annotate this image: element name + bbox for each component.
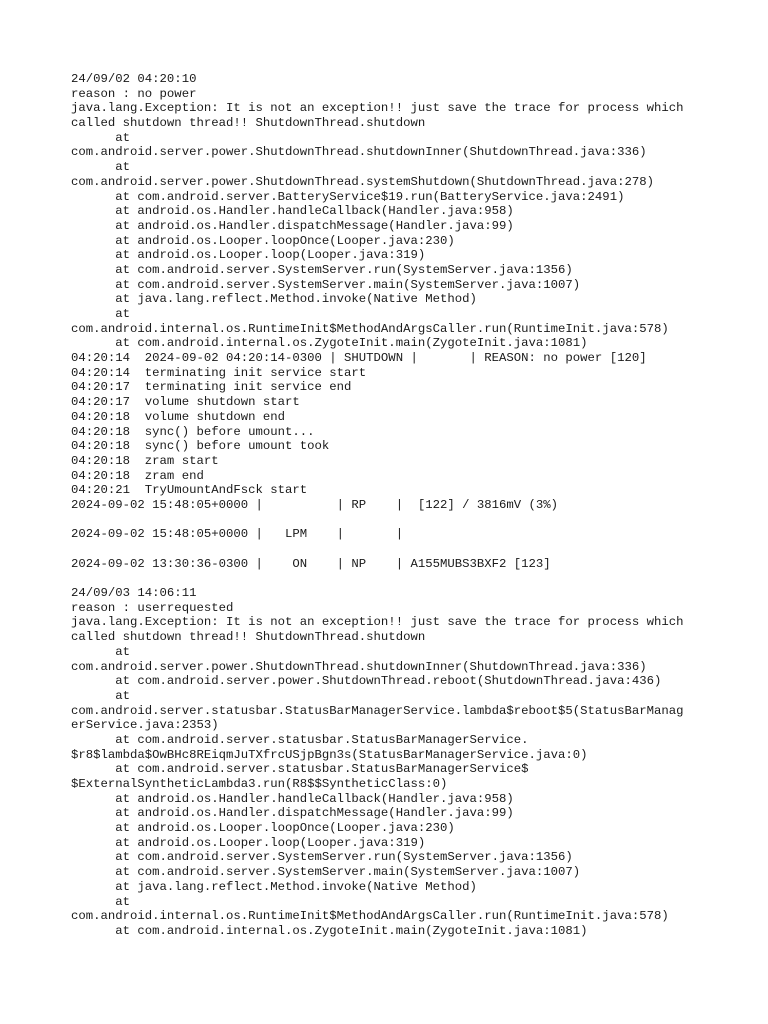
log-line: at com.android.server.SystemServer.main(SystemServer.java:1007) (71, 277, 581, 292)
log-line: at android.os.Looper.loop(Looper.java:319) (71, 835, 426, 850)
log-line: at com.android.server.SystemServer.run(SystemServer.java:1356) (71, 262, 573, 277)
log-line: 04:20:18 zram start (71, 453, 219, 468)
log-line: at (71, 894, 131, 909)
log-line: 24/09/03 14:06:11 (71, 586, 197, 601)
log-line: at (71, 307, 131, 321)
log-line: com.android.internal.os.RuntimeInit$MethodAndArgsCaller.run(RuntimeInit.java:578) (71, 909, 669, 924)
log-line: at (71, 160, 131, 175)
log-line: at com.android.internal.os.ZygoteInit.main(ZygoteInit.java:1081) (71, 336, 588, 351)
log-line: at android.os.Handler.dispatchMessage(Handler.java:99) (71, 218, 514, 233)
log-line: com.android.server.power.ShutdownThread.shutdownInner(ShutdownThread.java:336) (71, 145, 647, 160)
log-line: called shutdown thread!! ShutdownThread.shutdown (71, 630, 426, 645)
log-line: at android.os.Handler.handleCallback(Handler.java:958) (71, 204, 514, 219)
log-line: 04:20:18 sync() before umount took (71, 439, 330, 454)
log-line: $ExternalSyntheticLambda3.run(R8$$SyntheticClass:0) (71, 777, 448, 791)
log-line: java.lang.Exception: It is not an exception!! just save the trace for process which (71, 101, 684, 116)
log-line: 2024-09-02 13:30:36-0300 | ON | NP | A155MUBS3BXF2 [123] (71, 556, 551, 571)
log-line: at android.os.Handler.dispatchMessage(Handler.java:99) (71, 806, 514, 821)
log-line: at (71, 130, 131, 145)
log-line: reason : no power (71, 86, 197, 101)
log-line: at android.os.Handler.handleCallback(Handler.java:958) (71, 791, 514, 806)
log-line: com.android.server.power.ShutdownThread.systemShutdown(ShutdownThread.java:278) (71, 174, 654, 189)
log-line: 04:20:18 volume shutdown end (71, 409, 286, 424)
log-line: 2024-09-02 15:48:05+0000 | | RP | [122] / 3816mV (3%) (71, 497, 559, 512)
log-line: 04:20:21 TryUmountAndFsck start (71, 483, 308, 498)
log-line: 04:20:14 terminating init service start (71, 365, 367, 380)
log-line: at java.lang.reflect.Method.invoke(Native Method) (71, 292, 477, 307)
log-line: at java.lang.reflect.Method.invoke(Native Method) (71, 879, 477, 894)
log-line: at android.os.Looper.loop(Looper.java:319) (71, 248, 426, 263)
log-line: com.android.internal.os.RuntimeInit$MethodAndArgsCaller.run(RuntimeInit.java:578) (71, 321, 669, 336)
log-line: at com.android.server.statusbar.StatusBarManagerService$ (71, 762, 529, 777)
log-line (71, 571, 711, 586)
log-line: at com.android.server.statusbar.StatusBarManagerService. (71, 732, 529, 747)
log-line: com.android.server.statusbar.StatusBarManagerService.lambda$reboot$5(StatusBarManag (71, 703, 684, 718)
log-line: called shutdown thread!! ShutdownThread.shutdown (71, 116, 426, 131)
log-document (71, 72, 711, 939)
log-line: at (71, 688, 131, 703)
log-line: reason : userrequested (71, 600, 234, 615)
log-line: at com.android.server.power.ShutdownThread.reboot(ShutdownThread.java:436) (71, 674, 662, 689)
log-line: com.android.server.power.ShutdownThread.shutdownInner(ShutdownThread.java:336) (71, 659, 647, 674)
log-line: 04:20:17 volume shutdown start (71, 395, 300, 410)
log-line: at android.os.Looper.loopOnce(Looper.java:230) (71, 233, 455, 248)
log-line: at (71, 644, 131, 659)
log-line (71, 542, 711, 557)
log-line: 24/09/02 04:20:10 (71, 72, 197, 86)
log-line: at com.android.server.BatteryService$19.run(BatteryService.java:2491) (71, 189, 625, 204)
log-line: 04:20:14 2024-09-02 04:20:14-0300 | SHUTDOWN | | REASON: no power [120] (71, 351, 647, 366)
log-line: java.lang.Exception: It is not an exception!! just save the trace for process which (71, 615, 684, 630)
log-line: at com.android.server.SystemServer.main(SystemServer.java:1007) (71, 865, 581, 880)
log-line: at com.android.server.SystemServer.run(SystemServer.java:1356) (71, 850, 573, 865)
log-line: 2024-09-02 15:48:05+0000 | LPM | | (71, 527, 404, 542)
log-line: 04:20:18 sync() before umount... (71, 424, 315, 439)
log-line: erService.java:2353) (71, 718, 219, 733)
log-line: $r8$lambda$OwBHc8REiqmJuTXfrcUSjpBgn3s(StatusBarManagerService.java:0) (71, 747, 588, 762)
log-line: 04:20:18 zram end (71, 468, 204, 483)
log-line: at com.android.internal.os.ZygoteInit.main(ZygoteInit.java:1081) (71, 923, 588, 938)
log-line (71, 513, 711, 528)
log-line: at android.os.Looper.loopOnce(Looper.java:230) (71, 821, 455, 836)
log-line: 04:20:17 terminating init service end (71, 380, 352, 395)
